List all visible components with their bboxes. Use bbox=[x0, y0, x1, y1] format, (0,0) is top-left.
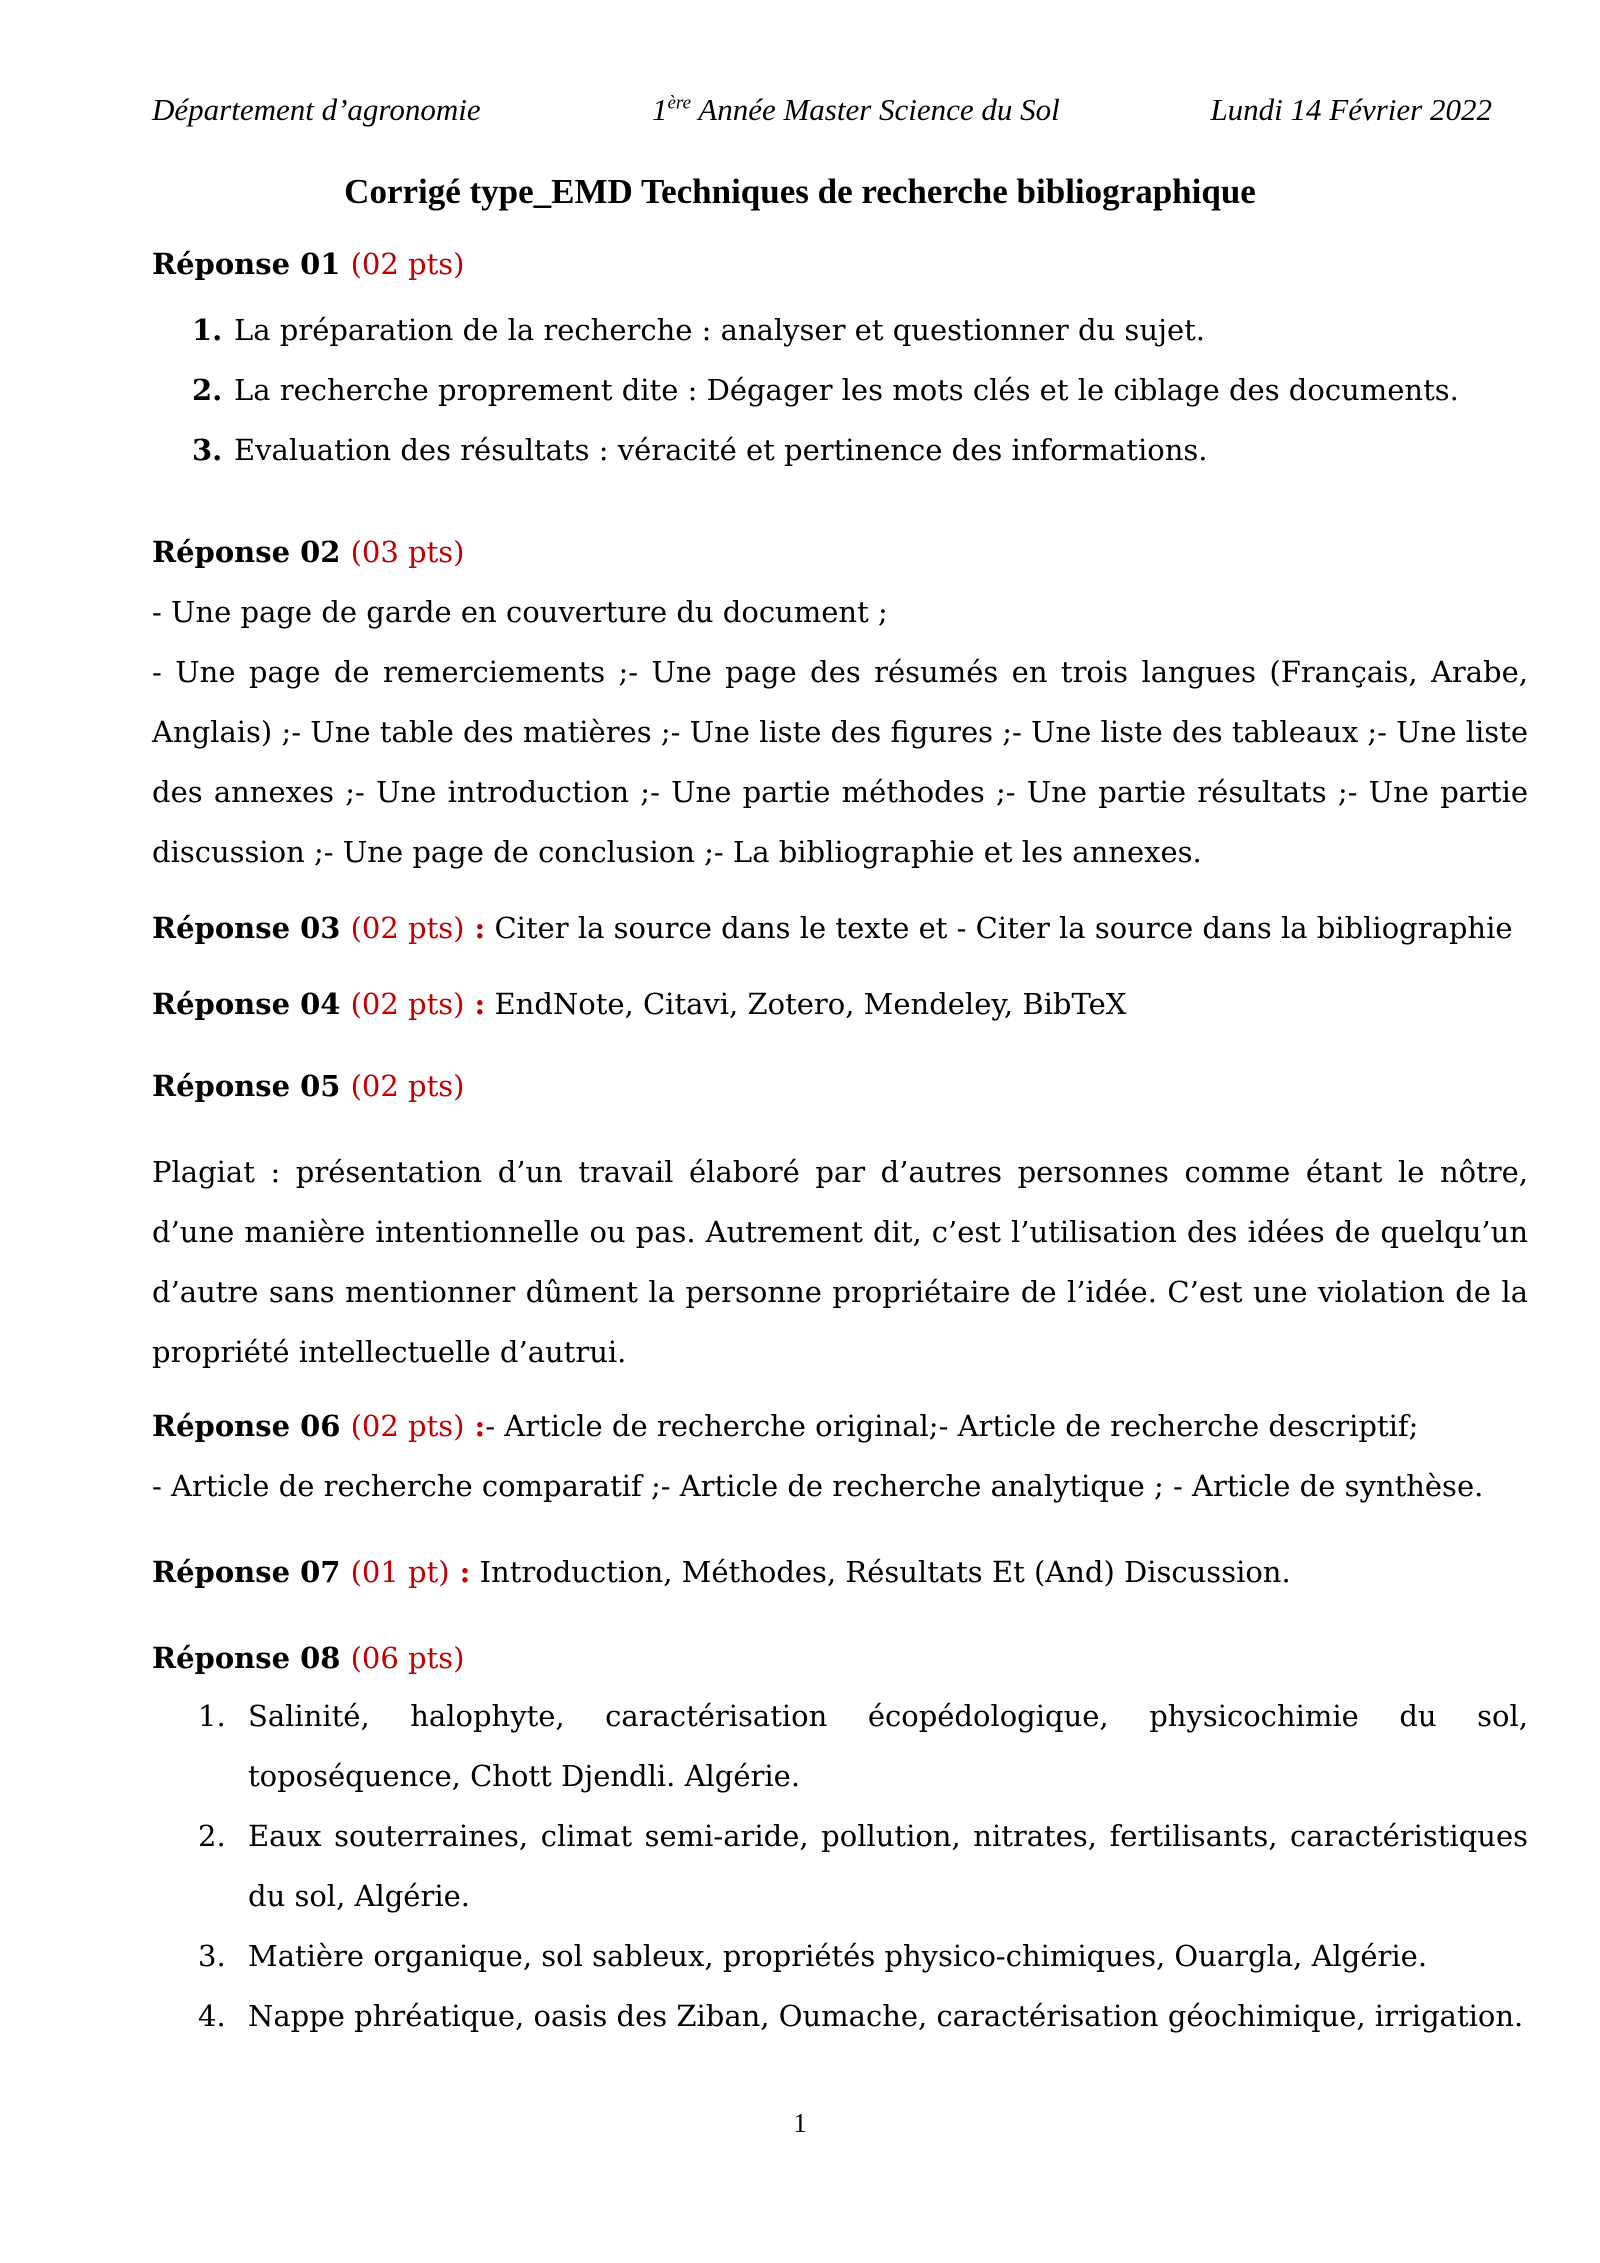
answer-label: Réponse 08 bbox=[152, 1641, 351, 1675]
answer-label: Réponse 03 bbox=[152, 911, 351, 945]
header-level-number: 1 bbox=[652, 92, 668, 127]
list-item-text: Evaluation des résultats : véracité et pertinence des informations. bbox=[234, 433, 1208, 467]
answer-07 bbox=[152, 1542, 1528, 1602]
answer-label: Réponse 02 bbox=[152, 535, 351, 569]
answer-text: - Article de recherche original;- Article de recherche descriptif; bbox=[485, 1409, 1419, 1443]
answer-points: (01 pt) bbox=[350, 1555, 450, 1589]
list-item bbox=[152, 1926, 1528, 1986]
list-item-text: Nappe phréatique, oasis des Ziban, Oumache, caractérisation géochimique, irrigation. bbox=[248, 1999, 1524, 2033]
list-item-text: Matière organique, sol sableux, propriétés physico-chimiques, Ouargla, Algérie. bbox=[248, 1939, 1428, 1973]
answer-points: (02 pts) bbox=[350, 1409, 465, 1443]
answer-01-list bbox=[152, 300, 1528, 480]
answer-05-heading bbox=[152, 1056, 1528, 1116]
answer-06-line2: - Article de recherche comparatif ;- Article de recherche analytique ; - Article de synthèse. bbox=[152, 1469, 1484, 1503]
list-item bbox=[152, 1986, 1528, 2046]
list-item-number: 4. bbox=[198, 1999, 226, 2033]
answer-points: (02 pts) bbox=[350, 1069, 465, 1103]
list-item bbox=[152, 1686, 1528, 1806]
list-item bbox=[152, 300, 1528, 360]
list-item bbox=[152, 360, 1528, 420]
answer-points: (02 pts) bbox=[350, 247, 465, 281]
answer-03 bbox=[152, 898, 1528, 958]
list-item-number: 3. bbox=[192, 433, 223, 467]
list-item-number: 3. bbox=[198, 1939, 226, 1973]
list-item-number: 1. bbox=[192, 313, 223, 347]
answer-01-heading bbox=[152, 234, 1528, 294]
answer-text: EndNote, Citavi, Zotero, Mendeley, BibTeX bbox=[485, 987, 1127, 1021]
answer-colon: : bbox=[449, 1555, 471, 1589]
list-item bbox=[152, 420, 1528, 480]
answer-label: Réponse 07 bbox=[152, 1555, 351, 1589]
answer-points: (03 pts) bbox=[350, 535, 465, 569]
list-item-number: 1. bbox=[198, 1699, 226, 1733]
answer-02-paragraph: - Une page de remerciements ;- Une page des résumés en trois langues (Français, Arabe, Anglais) ;- Une table des matières ;- Une liste des figures ;- Une liste des tableaux ;- Une liste des annexes ;- Une introduction ;- Une partie méthodes ;- Une partie résultats ;- Une partie discussion ;- Une page de conclusion ;- La bibliographie et les annexes. bbox=[152, 655, 1528, 869]
answer-text: Citer la source dans le texte et - Citer la source dans la bibliographie bbox=[485, 911, 1513, 945]
list-item bbox=[152, 1806, 1528, 1926]
answer-label: Réponse 06 bbox=[152, 1409, 351, 1443]
answer-points: (02 pts) bbox=[350, 987, 465, 1021]
answer-colon: : bbox=[464, 911, 486, 945]
page-number: 1 bbox=[793, 2108, 807, 2138]
answer-06 bbox=[152, 1396, 1528, 1516]
page-header bbox=[152, 92, 1492, 142]
header-level bbox=[652, 92, 1060, 128]
answer-points: (02 pts) bbox=[350, 911, 465, 945]
list-item-text: La recherche proprement dite : Dégager les mots clés et le ciblage des documents. bbox=[234, 373, 1459, 407]
answer-label: Réponse 01 bbox=[152, 247, 351, 281]
answer-05-body bbox=[152, 1142, 1528, 1382]
answer-04 bbox=[152, 974, 1528, 1034]
header-level-text: Année Master Science du Sol bbox=[691, 92, 1060, 127]
answer-colon: : bbox=[464, 987, 486, 1021]
header-date: Lundi 14 Février 2022 bbox=[1210, 92, 1492, 127]
answer-05-paragraph: Plagiat : présentation d’un travail élaboré par d’autres personnes comme étant le nôtre, d’une manière intentionnelle ou pas. Autrement dit, c’est l’utilisation des idées de quelqu’un d’autre sans mentionner dûment la personne propriétaire de l’idée. C’est une violation de la propriété intellectuelle d’autrui. bbox=[152, 1155, 1528, 1369]
answer-08-list bbox=[152, 1686, 1528, 2046]
answer-02 bbox=[152, 522, 1528, 882]
answer-label: Réponse 04 bbox=[152, 987, 351, 1021]
list-item-number: 2. bbox=[192, 373, 223, 407]
answer-colon: : bbox=[464, 1409, 486, 1443]
list-item-text: Eaux souterraines, climat semi-aride, pollution, nitrates, fertilisants, caractéristiques du sol, Algérie. bbox=[248, 1819, 1528, 1913]
list-item-number: 2. bbox=[198, 1819, 226, 1853]
header-department: Département d’agronomie bbox=[152, 92, 481, 127]
list-item-text: Salinité, halophyte, caractérisation écopédologique, physicochimie du sol, toposéquence, Chott Djendli. Algérie. bbox=[248, 1699, 1528, 1793]
answer-08-heading bbox=[152, 1628, 1528, 1688]
answer-text: Introduction, Méthodes, Résultats Et (And) Discussion. bbox=[470, 1555, 1291, 1589]
answer-02-line1: - Une page de garde en couverture du document ; bbox=[152, 595, 888, 629]
list-item-text: La préparation de la recherche : analyser et questionner du sujet. bbox=[234, 313, 1206, 347]
document-title: Corrigé type_EMD Techniques de recherche bibliographique bbox=[344, 172, 1256, 211]
answer-points: (06 pts) bbox=[350, 1641, 465, 1675]
answer-label: Réponse 05 bbox=[152, 1069, 351, 1103]
header-level-sup: ère bbox=[667, 92, 692, 114]
